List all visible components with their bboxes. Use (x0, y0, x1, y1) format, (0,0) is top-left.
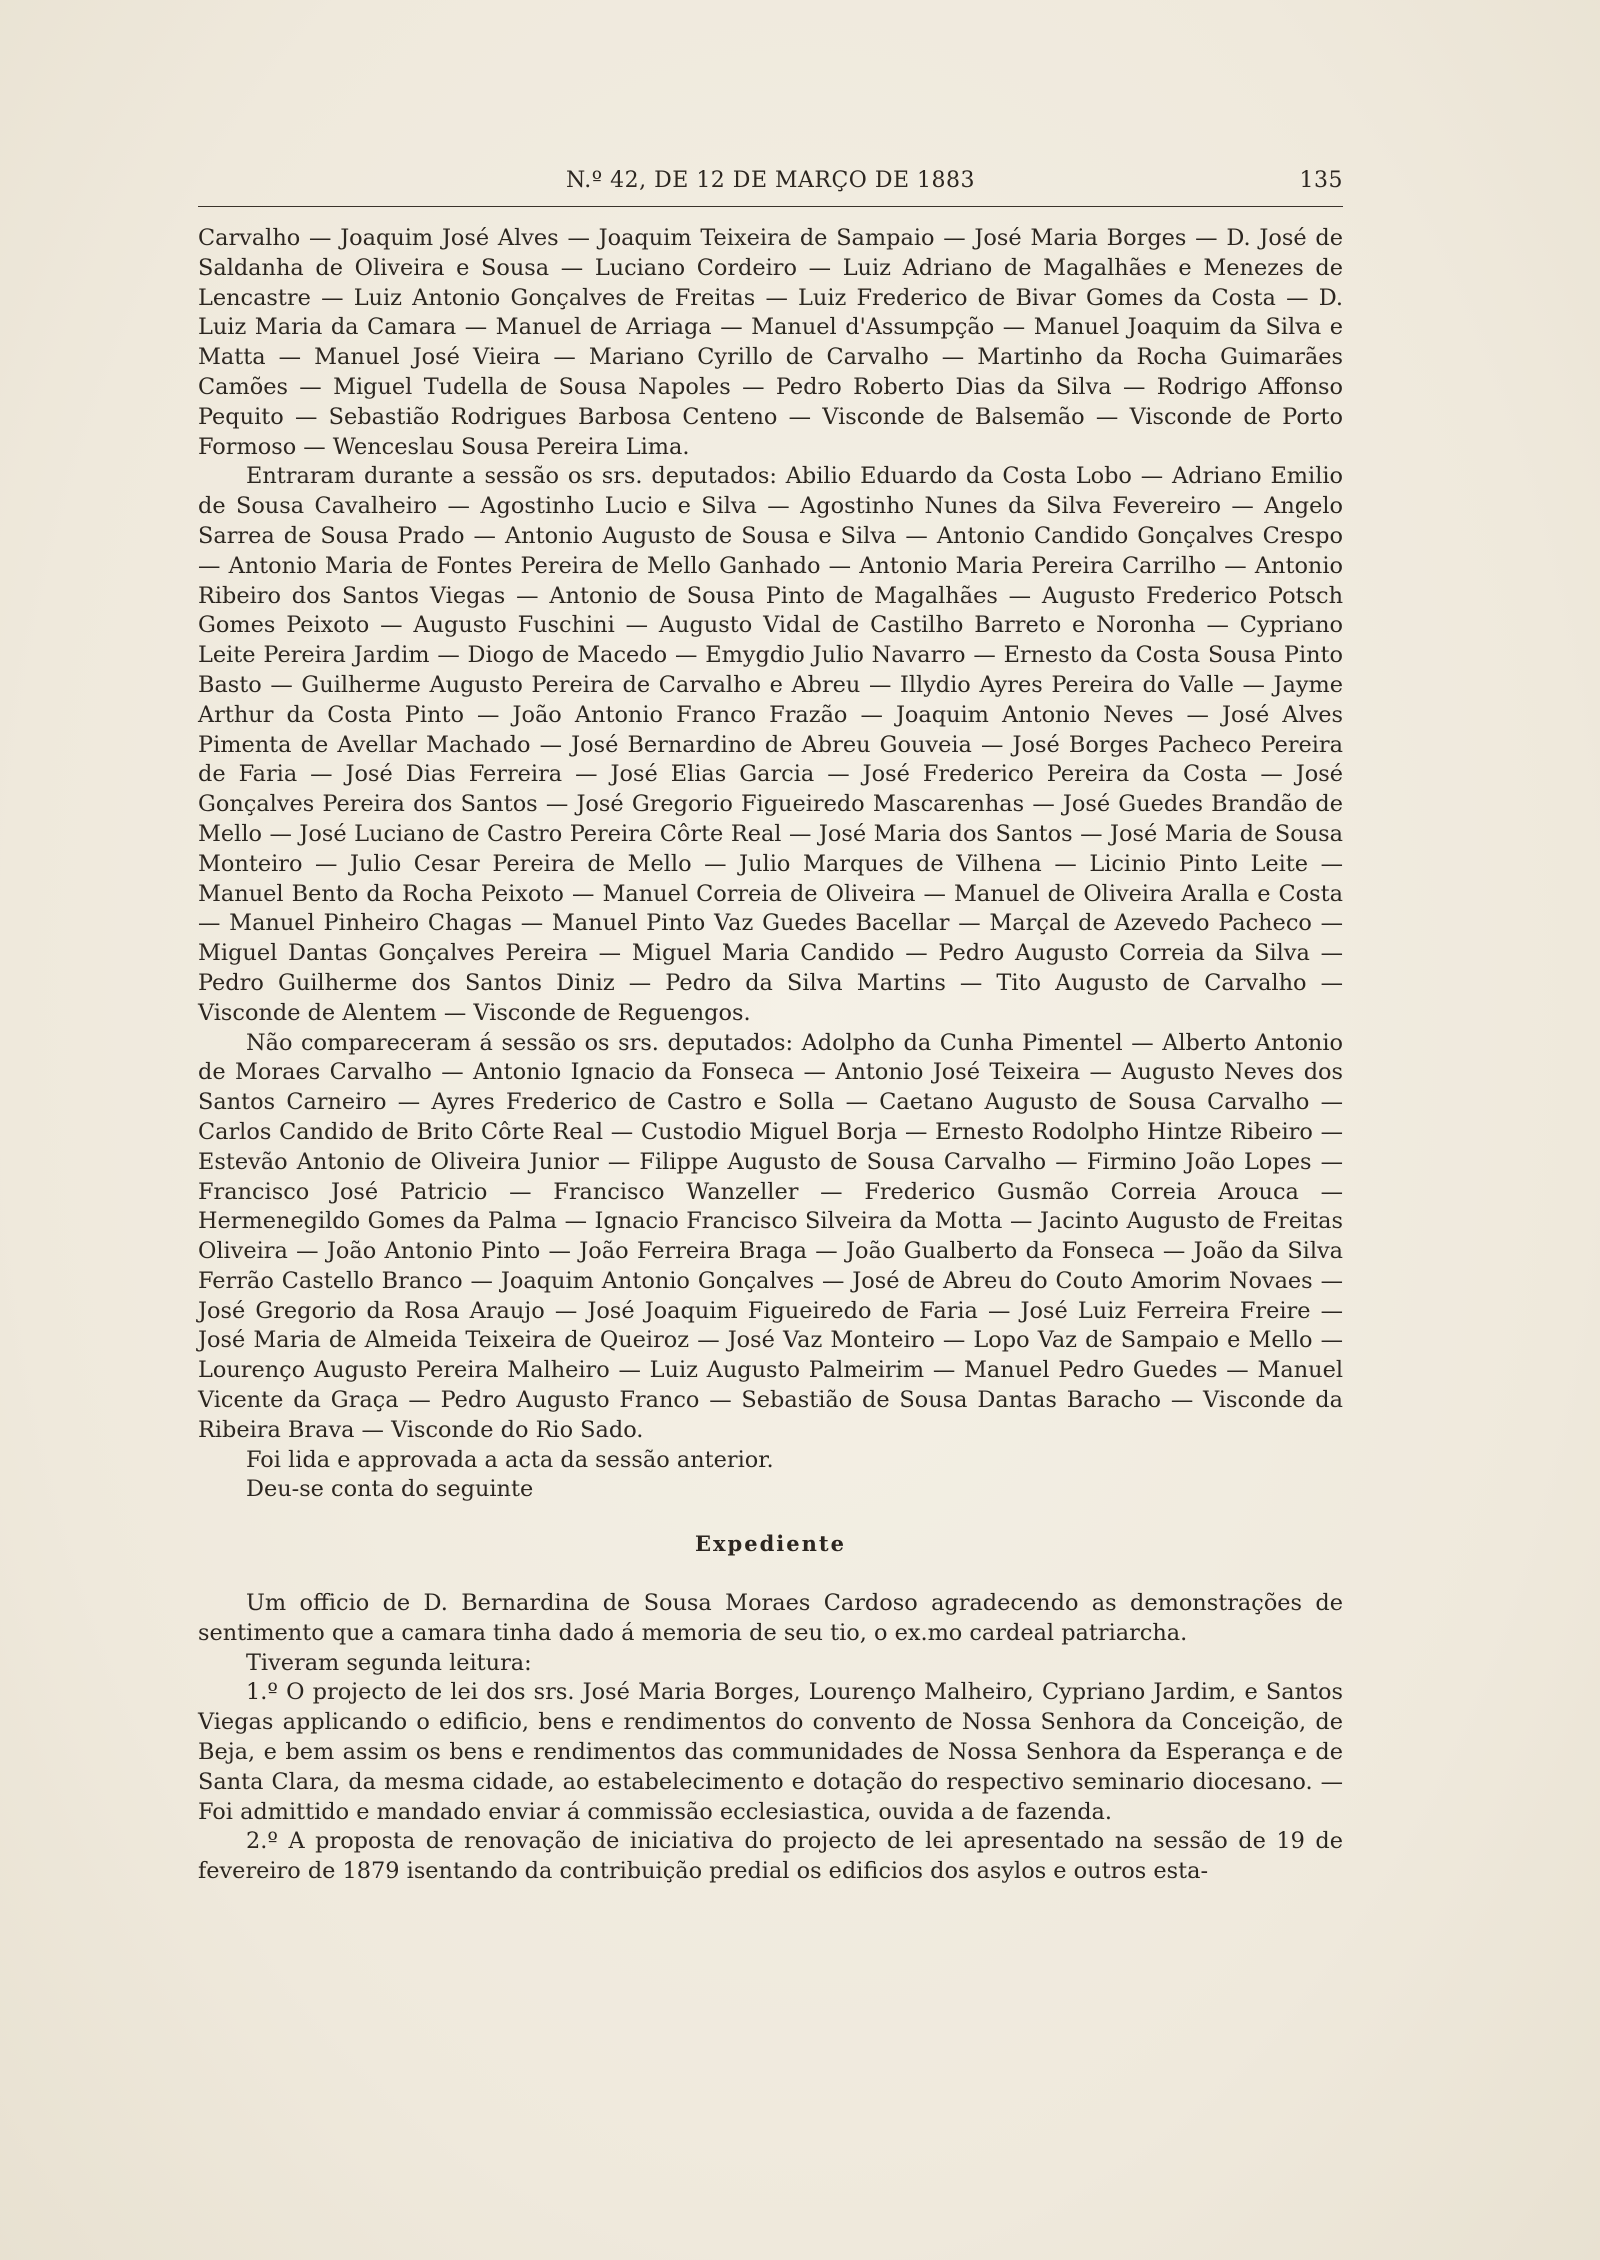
page-number: 135 (1299, 168, 1343, 193)
expediente-item-1: 1.º O projecto de lei dos srs. José Maria Borges, Lourenço Malheiro, Cypriano Jardim, e Santos Viegas applicando o edificio, bens e rendimentos do convento de Nossa Senhora da Conceição, de Beja, e bem assim os bens e rendimentos das communidades de Nossa Senhora da Esperança e de Santa Clara, da mesma cidade, ao estabelecimento e dotação do respectivo seminario diocesano. — Foi admittido e mandado enviar á commissão ecclesiastica, ouvida a de fazenda. (198, 1679, 1343, 1825)
expediente-letter: Um officio de D. Bernardina de Sousa Moraes Cardoso agradecendo as demonstrações de sentimento que a camara tinha dado á memoria de seu tio, o ex.mo cardeal patriarcha. (198, 1590, 1343, 1646)
paragraph-minutes-approved: Foi lida e approvada a acta da sessão anterior. (246, 1446, 774, 1473)
header-rule (198, 206, 1343, 207)
paragraph-following: Deu-se conta do seguinte (246, 1476, 534, 1503)
paragraph-entered-list: Entraram durante a sessão os srs. deputados: Abilio Eduardo da Costa Lobo — Adriano Emilio de Sousa Cavalheiro — Agostinho Lucio e Silva — Agostinho Nunes da Silva Fevereiro — Angelo Sarrea de Sousa Prado — Antonio Augusto de Sousa e Silva — Antonio Candido Gonçalves Crespo — Antonio Maria de Fontes Pereira de Mello Ganhado — Antonio Maria Pereira Carrilho — Antonio Ribeiro dos Santos Viegas — Antonio de Sousa Pinto de Magalhães — Augusto Frederico Potsch Gomes Peixoto — Augusto Fuschini — Augusto Vidal de Castilho Barreto e Noronha — Cypriano Leite Pereira Jardim — Diogo de Macedo — Emygdio Julio Navarro — Ernesto da Costa Sousa Pinto Basto — Guilherme Augusto Pereira de Carvalho e Abreu — Illydio Ayres Pereira do Valle — Jayme Arthur da Costa Pinto — João Antonio Franco Frazão — Joaquim Antonio Neves — José Alves Pimenta de Avellar Machado — José Bernardino de Abreu Gouveia — José Borges Pacheco Pereira de Faria — José Dias Ferreira — José Elias Garcia — José Frederico Pereira da Costa — José Gonçalves Pereira dos Santos — José Gregorio Figueiredo Mascarenhas — José Guedes Brandão de Mello — José Luciano de Castro Pereira Côrte Real — José Maria dos Santos — José Maria de Sousa Monteiro — Julio Cesar Pereira de Mello — Julio Marques de Vilhena — Licinio Pinto Leite — Manuel Bento da Rocha Peixoto — Manuel Correia de Oliveira — Manuel de Oliveira Aralla e Costa — Manuel Pinheiro Chagas — Manuel Pinto Vaz Guedes Bacellar — Marçal de Azevedo Pacheco — Miguel Dantas Gonçalves Pereira — Miguel Maria Candido — Pedro Augusto Correia da Silva — Pedro Guilherme dos Santos Diniz — Pedro da Silva Martins — Tito Augusto de Carvalho — Visconde de Alentem — Visconde de Reguengos. (198, 463, 1343, 1026)
paragraph-present-list: Carvalho — Joaquim José Alves — Joaquim Teixeira de Sampaio — José Maria Borges — D. José de Saldanha de Oliveira e Sousa — Luciano Cordeiro — Luiz Adriano de Magalhães e Menezes de Lencastre — Luiz Antonio Gonçalves de Freitas — Luiz Frederico de Bivar Gomes da Costa — D. Luiz Maria da Camara — Manuel de Arriaga — Manuel d'Assumpção — Manuel Joaquim da Silva e Matta — Manuel José Vieira — Mariano Cyrillo de Carvalho — Martinho da Rocha Guimarães Camões — Miguel Tudella de Sousa Napoles — Pedro Roberto Dias da Silva — Rodrigo Affonso Pequito — Sebastião Rodrigues Barbosa Centeno — Visconde de Balsemão — Visconde de Porto Formoso — Wenceslau Sousa Pereira Lima. (198, 225, 1343, 460)
expediente-item-2: 2.º A proposta de renovação de iniciativa do projecto de lei apresentado na sessão de 19 de fevereiro de 1879 isentando da contribuição predial os edificios dos asylos e outros esta- (198, 1828, 1343, 1885)
section-title-expediente: Expediente (695, 1531, 846, 1557)
expediente-second-reading: Tiveram segunda leitura: (246, 1649, 532, 1676)
page-header (198, 168, 1343, 202)
paragraph-absent-list: Não compareceram á sessão os srs. deputados: Adolpho da Cunha Pimentel — Alberto Antonio de Moraes Carvalho — Antonio Ignacio da Fonseca — Antonio José Teixeira — Augusto Neves dos Santos Carneiro — Ayres Frederico de Castro e Solla — Caetano Augusto de Sousa Carvalho — Carlos Candido de Brito Côrte Real — Custodio Miguel Borja — Ernesto Rodolpho Hintze Ribeiro — Estevão Antonio de Oliveira Junior — Filippe Augusto de Sousa Carvalho — Firmino João Lopes — Francisco José Patricio — Francisco Wanzeller — Frederico Gusmão Correia Arouca — Hermenegildo Gomes da Palma — Ignacio Francisco Silveira da Motta — Jacinto Augusto de Freitas Oliveira — João Antonio Pinto — João Ferreira Braga — João Gualberto da Fonseca — João da Silva Ferrão Castello Branco — Joaquim Antonio Gonçalves — José de Abreu do Couto Amorim Novaes — José Gregorio da Rosa Araujo — José Joaquim Figueiredo de Faria — José Luiz Ferreira Freire — José Maria de Almeida Teixeira de Queiroz — José Vaz Monteiro — Lopo Vaz de Sampaio e Mello — Lourenço Augusto Pereira Malheiro — Luiz Augusto Palmeirim — Manuel Pedro Guedes — Manuel Vicente da Graça — Pedro Augusto Franco — Sebastião de Sousa Dantas Baracho — Visconde da Ribeira Brava — Visconde do Rio Sado. (198, 1029, 1343, 1443)
page-body (198, 224, 1343, 1887)
page-title: N.º 42, DE 12 DE MARÇO DE 1883 (565, 168, 976, 193)
